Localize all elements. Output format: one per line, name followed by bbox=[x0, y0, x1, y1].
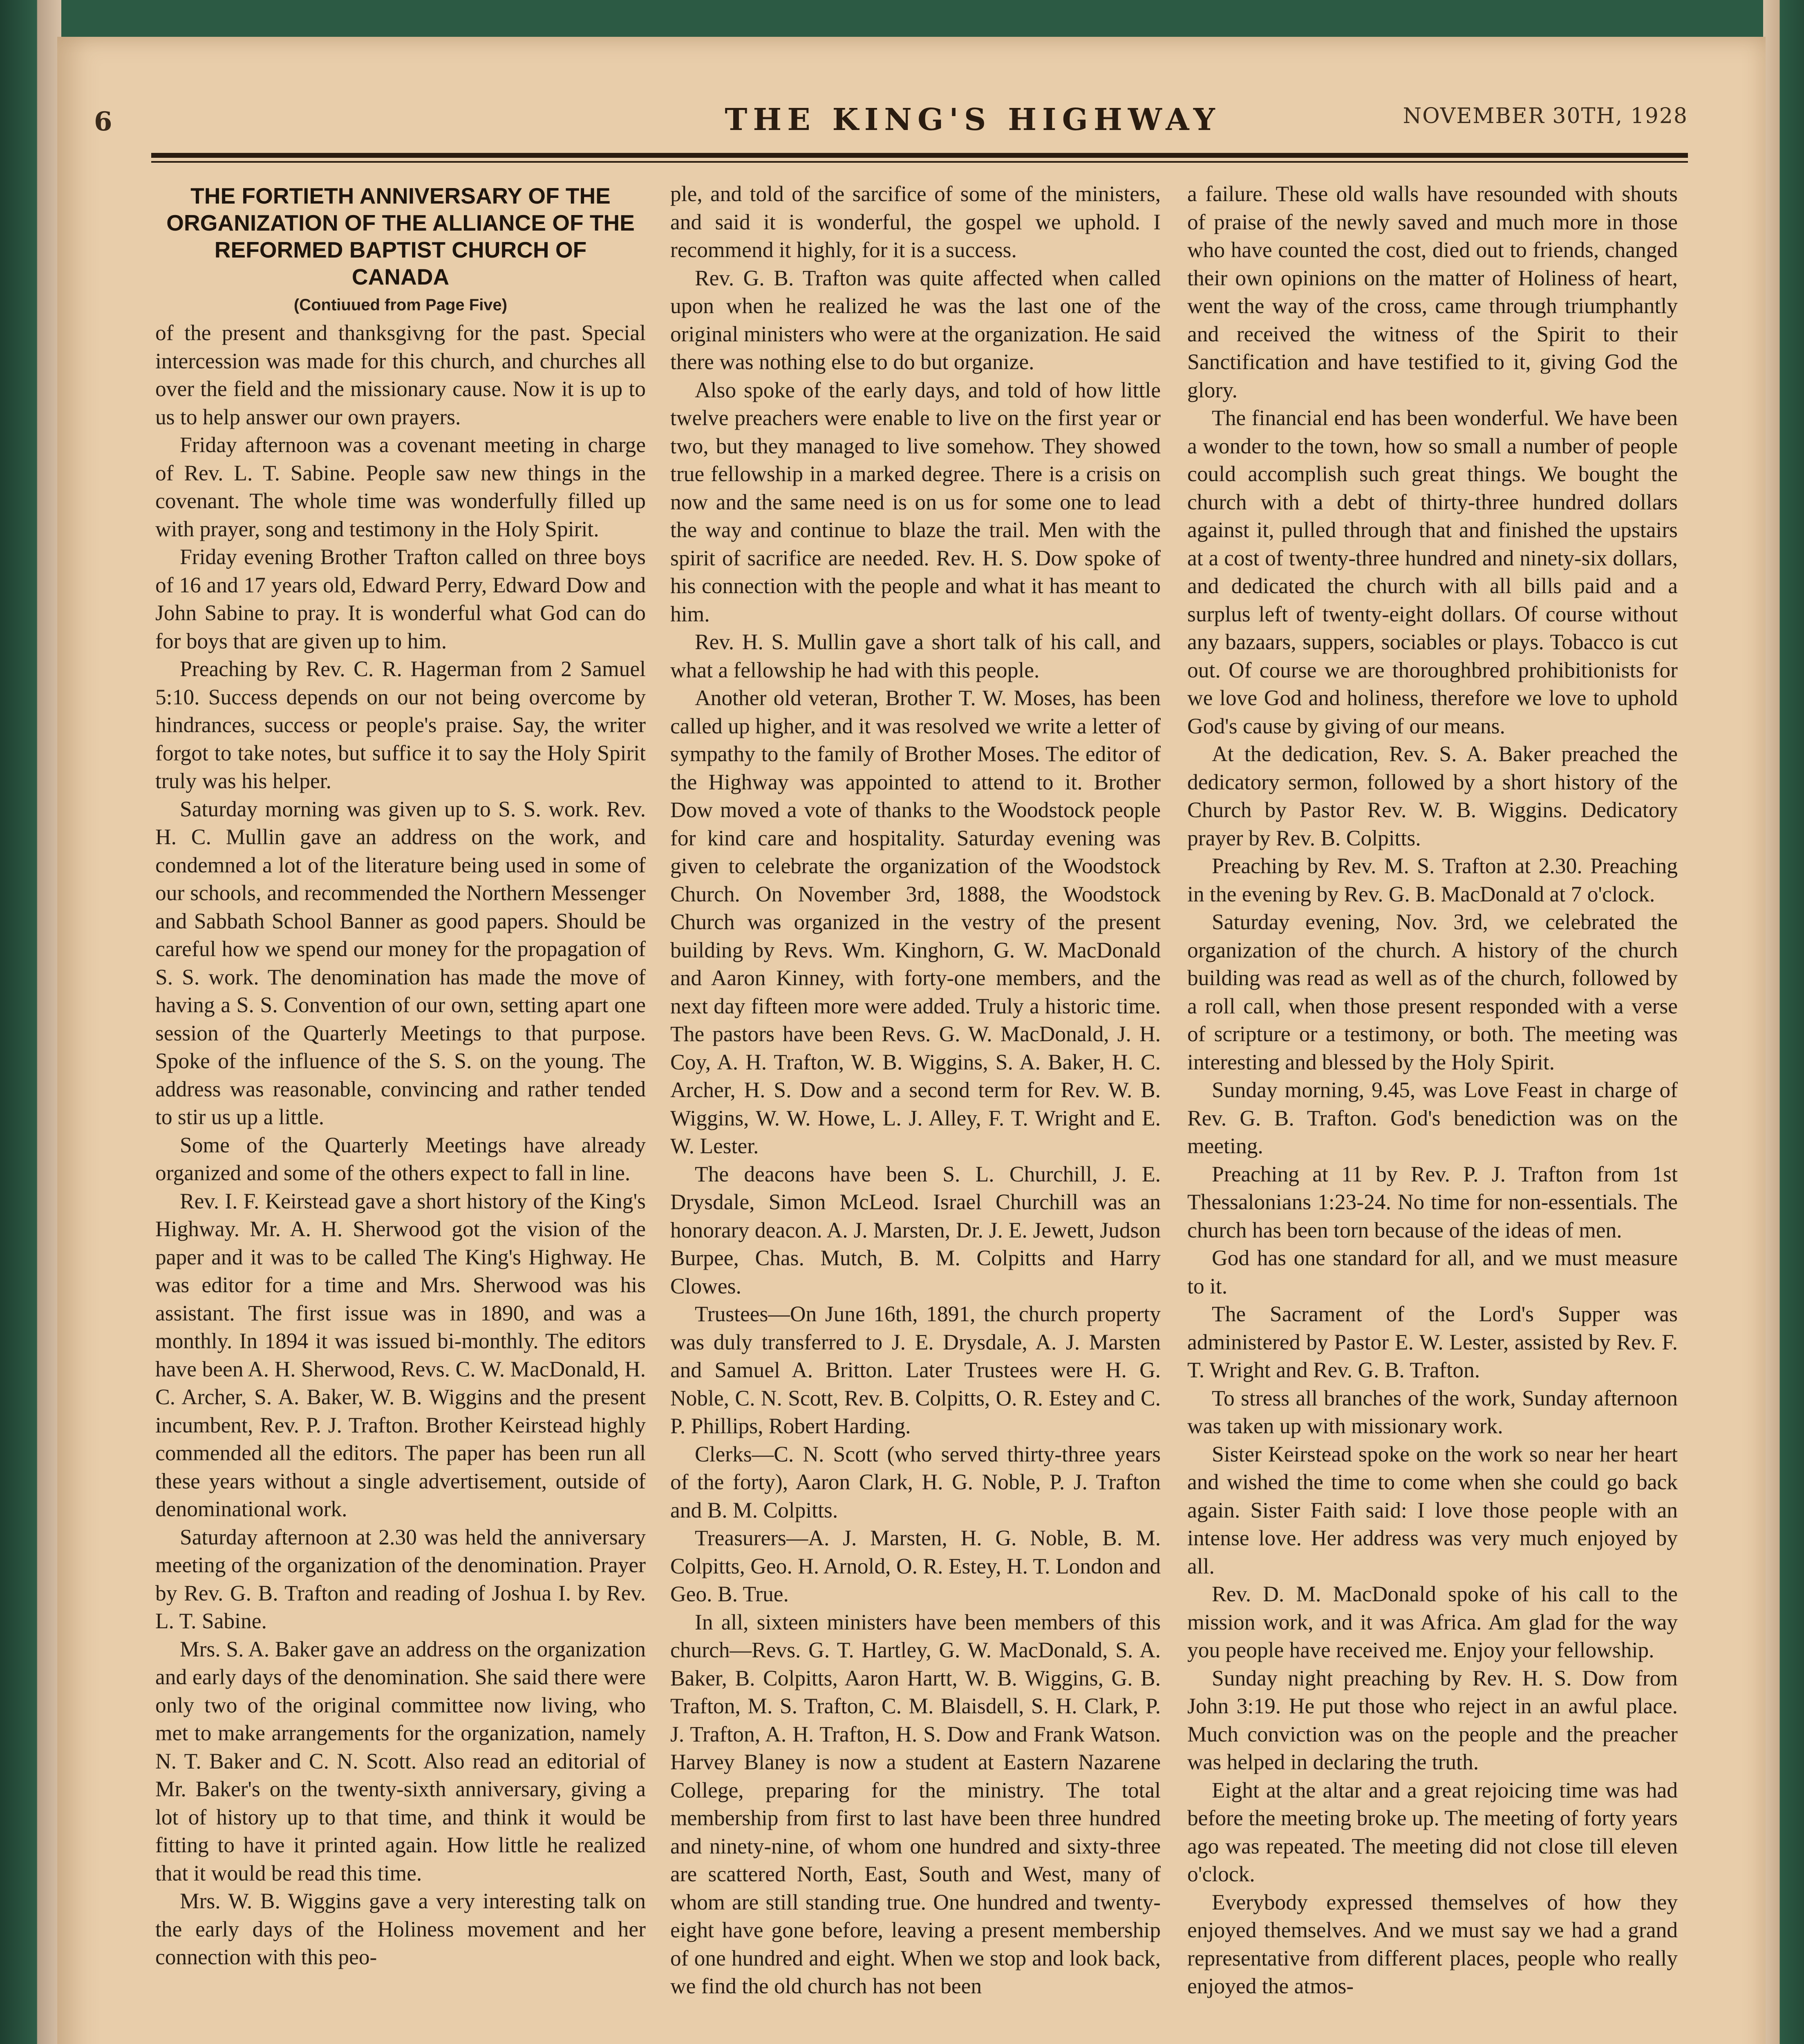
text-column-1 bbox=[155, 180, 646, 2044]
paragraph: Eight at the altar and a great rejoicing time was had before the meeting broke up. The meeting of forty years ago was repeated. The meeting did not close till eleven o'clock. bbox=[1187, 1777, 1678, 1886]
paragraph: of the present and thanksgivng for the past. Special intercession was made for this church, and churches all over the field and the missionary cause. Now it is up to us to help answer our own prayers. bbox=[155, 320, 646, 429]
page-header bbox=[94, 102, 1688, 159]
paragraph: The Sacrament of the Lord's Supper was administered by Pastor E. W. Lester, assisted by Rev. F. T. Wright and Rev. G. B. Trafton. bbox=[1187, 1302, 1678, 1382]
paragraph: Everybody expressed themselves of how they enjoyed themselves. And we must say we had a grand representative from different places, people who really enjoyed the atmos- bbox=[1187, 1889, 1678, 1998]
paragraph: Some of the Quarterly Meetings have already organized and some of the others expect to fall in line. bbox=[155, 1132, 646, 1185]
paragraph: To stress all branches of the work, Sunday afternoon was taken up with missionary work. bbox=[1187, 1385, 1678, 1438]
paragraph: The deacons have been S. L. Churchill, J. E. Drysdale, Simon McLeod. Israel Churchill was an honorary deacon. A. J. Marsten, Dr. J. E. Jewett, Judson Burpee, Chas. Mutch, B. M. Colpitts and Harry Clowes. bbox=[670, 1161, 1161, 1298]
paragraph: Friday evening Brother Trafton called on three boys of 16 and 17 years old, Edward Perry, Edward Dow and John Sabine to pray. It is wonderful what God can do for boys that are given up to him. bbox=[155, 545, 646, 653]
paragraph: Preaching by Rev. M. S. Trafton at 2.30. Preaching in the evening by Rev. G. B. MacDonald at 7 o'clock. bbox=[1187, 854, 1678, 906]
paragraph: Mrs. S. A. Baker gave an address on the organization and early days of the denomination. She said there were only two of the original committee now living, who met to make arrangements for the organization, namely N. T. Baker and C. N. Scott. Also read an editorial of Mr. Baker's on the twenty-sixth anniversary, giving a lot of history up to that time, and think it would be fitting to have it printed again. How little he realized that it would be read this time. bbox=[155, 1636, 646, 1885]
book-binding-left bbox=[0, 0, 61, 2044]
text-column-2 bbox=[670, 180, 1161, 2044]
header-rule-thin bbox=[151, 161, 1688, 163]
paragraph: Rev. H. S. Mullin gave a short talk of his call, and what a fellowship he had with this people. bbox=[670, 630, 1161, 682]
paragraph: Sister Keirstead spoke on the work so near her heart and wished the time to come when she could go back again. Sister Faith said: I love those people with an intense love. Her address was very much enjoyed by all. bbox=[1187, 1441, 1678, 1578]
paragraph: Preaching at 11 by Rev. P. J. Trafton from 1st Thessalonians 1:23-24. No time for non-essentials. The church has been torn because of the ideas of men. bbox=[1187, 1161, 1678, 1242]
paragraph: Treasurers—A. J. Marsten, H. G. Noble, B. M. Colpitts, Geo. H. Arnold, O. R. Estey, H. T. London and Geo. B. True. bbox=[670, 1526, 1161, 1606]
paragraph: Rev. D. M. MacDonald spoke of his call to the mission work, and it was Africa. Am glad for the way you people have received me. Enjoy your fellowship. bbox=[1187, 1582, 1678, 1662]
issue-date: NOVEMBER 30TH, 1928 bbox=[1403, 104, 1688, 128]
paragraph: At the dedication, Rev. S. A. Baker preached the dedicatory sermon, followed by a short history of the Church by Pastor Rev. W. B. Wiggins. Dedicatory prayer by Rev. B. Colpitts. bbox=[1187, 742, 1678, 850]
paragraph: Trustees—On June 16th, 1891, the church property was duly transferred to J. E. Drysdale, A. J. Marsten and Samuel A. Britton. Later Trustees were H. G. Noble, C. N. Scott, Rev. B. Colpitts, O. R. Estey and C. P. Phillips, Robert Harding. bbox=[670, 1302, 1161, 1438]
paragraph: Preaching by Rev. C. R. Hagerman from 2 Samuel 5:10. Success depends on our not being overcome by hindrances, success or people's praise. Say, the writer forgot to take notes, but suffice it to say the Holy Spirit truly was his helper. bbox=[155, 657, 646, 793]
header-rule-thick bbox=[151, 153, 1688, 158]
book-binding-right bbox=[1763, 0, 1804, 2044]
paragraph: a failure. These old walls have resounded with shouts of praise of the newly saved and much more in those who have counted the cost, died out to friends, changed their own opinions on the matter of Holiness of heart, went the way of the cross, came through triumphantly and received the witness of the Spirit to their Sanctification and have testified to it, giving God the glory. bbox=[1187, 182, 1678, 402]
paragraph: Rev. I. F. Keirstead gave a short history of the King's Highway. Mr. A. H. Sherwood got the vision of the paper and it was to be called The King's Highway. He was editor for a time and Mrs. Sherwood was his assistant. The first issue was in 1890, and was a monthly. In 1894 it was issued bi-monthly. The editors have been A. H. Sherwood, Revs. C. W. MacDonald, H. C. Archer, S. A. Baker, W. B. Wiggins and the present incumbent, Rev. P. J. Trafton. Brother Keirstead highly commended all the editors. The paper has been run all these years without a single advertisement, outside of denominational work. bbox=[155, 1188, 646, 1521]
paragraph: Saturday morning was given up to S. S. work. Rev. H. C. Mullin gave an address on the work, and condemned a lot of the literature being used in some of our schools, and recommended the Northern Messenger and Sabbath School Banner as good papers. Should be careful how we spend our money for the propagation of S. S. work. The denomination has made the move of having a S. S. Convention of our own, setting apart one session of the Quarterly Meetings to that purpose. Spoke of the influence of the S. S. on the young. The address was reasonable, convincing and rather tended to stir us up a little. bbox=[155, 796, 646, 1129]
paragraph: Another old veteran, Brother T. W. Moses, has been called up higher, and it was resolved we write a letter of sympathy to the family of Brother Moses. The editor of the Highway was appointed to attend to it. Brother Dow moved a vote of thanks to the Woodstock people for kind care and hospitality. Saturday evening was given to celebrate the organization of the Woodstock Church. On November 3rd, 1888, the Woodstock Church was organized in the vestry of the present building by Revs. Wm. Kinghorn, G. W. MacDonald and Aaron Kinney, with forty-one members, and the next day fifteen more were added. Truly a historic time. The pastors have been Revs. G. W. MacDonald, J. H. Coy, A. H. Trafton, W. B. Wiggins, S. A. Baker, H. C. Archer, H. S. Dow and a second term for Rev. W. B. Wiggins, W. W. Howe, L. J. Alley, F. T. Wright and E. W. Lester. bbox=[670, 686, 1161, 1158]
paragraph: Mrs. W. B. Wiggins gave a very interesting talk on the early days of the Holiness movement and her connection with this peo- bbox=[155, 1889, 646, 1969]
paragraph: Friday afternoon was a covenant meeting in charge of Rev. L. T. Sabine. People saw new things in the covenant. The whole time was wonderfully filled up with prayer, song and testimony in the Holy Spirit. bbox=[155, 433, 646, 541]
text-column-3 bbox=[1187, 180, 1678, 2044]
masthead-title: THE KING'S HIGHWAY bbox=[725, 102, 1221, 137]
paragraph: In all, sixteen ministers have been members of this church—Revs. G. T. Hartley, G. W. MacDonald, S. A. Baker, B. Colpitts, Aaron Hartt, W. B. Wiggins, G. B. Trafton, M. S. Trafton, C. M. Blaisdell, S. H. Clark, P. J. Trafton, A. H. Trafton, H. S. Dow and Frank Watson. Harvey Blaney is now a student at Eastern Nazarene College, preparing for the ministry. The total membership from first to last have been three hundred and ninety-nine, of whom one hundred and sixty-three are scattered North, East, South and West, many of whom are still standing true. One hundred and twenty-eight have gone before, leaving a present membership of one hundred and eight. When we stop and look back, we find the old church has not been bbox=[670, 1609, 1161, 1998]
paragraph: Clerks—C. N. Scott (who served thirty-three years of the forty), Aaron Clark, H. G. Noble, P. J. Trafton and B. M. Colpitts. bbox=[670, 1441, 1161, 1522]
continued-note: (Contiuued from Page Five) bbox=[293, 296, 508, 314]
paragraph: ple, and told of the sarcifice of some of the ministers, and said it is wonderful, the gospel we uphold. I recommend it highly, for it is a success. bbox=[670, 182, 1161, 262]
paragraph: Sunday morning, 9.45, was Love Feast in charge of Rev. G. B. Trafton. God's benediction was on the meeting. bbox=[1187, 1078, 1678, 1158]
article-title: THE FORTIETH ANNIVERSARY OF THE ORGANIZATION OF THE ALLIANCE OF THE REFORMED BAPTIST CHURCH OF CANADA bbox=[166, 183, 635, 289]
paragraph: Saturday afternoon at 2.30 was held the anniversary meeting of the organization of the denomination. Prayer by Rev. G. B. Trafton and reading of Joshua I. by Rev. L. T. Sabine. bbox=[155, 1524, 646, 1633]
paragraph: Rev. G. B. Trafton was quite affected when called upon when he realized he was the last one of the original ministers who were at the organization. He said there was nothing else to do but organize. bbox=[670, 265, 1161, 374]
paragraph: Also spoke of the early days, and told of how little twelve preachers were enable to live on the first year or two, but they managed to live somehow. They showed true fellowship in a marked degree. There is a crisis on now and the same need is on us for some one to lead the way and continue to blaze the trail. Men with the spirit of sacrifice are needed. Rev. H. S. Dow spoke of his connection with the people and what it has meant to him. bbox=[670, 377, 1161, 626]
paragraph: The financial end has been wonderful. We have been a wonder to the town, how so small a number of people could accomplish such great things. We bought the church with a debt of thirty-three hundred dollars against it, pulled through that and finished the upstairs at a cost of twenty-three hundred and ninety-six dollars, and dedicated the church with all bills paid and a surplus left of twenty-eight dollars. Of course without any bazaars, suppers, sociables or plays. Tobacco is cut out. Of course we are thoroughbred prohibitionists for we love God and holiness, therefore we love to uphold God's cause by giving of our means. bbox=[1187, 406, 1678, 738]
paragraph: God has one standard for all, and we must measure to it. bbox=[1187, 1246, 1678, 1298]
paragraph: Sunday night preaching by Rev. H. S. Dow from John 3:19. He put those who reject in an awful place. Much conviction was on the people and the preacher was helped in declaring the truth. bbox=[1187, 1665, 1678, 1774]
paragraph: Saturday evening, Nov. 3rd, we celebrated the organization of the church. A history of the church building was read as well as of the church, followed by a roll call, when those present responded with a verse of scripture or a testimony, or both. The meeting was interesting and blessed by the Holy Spirit. bbox=[1187, 910, 1678, 1074]
page-number: 6 bbox=[94, 106, 112, 137]
